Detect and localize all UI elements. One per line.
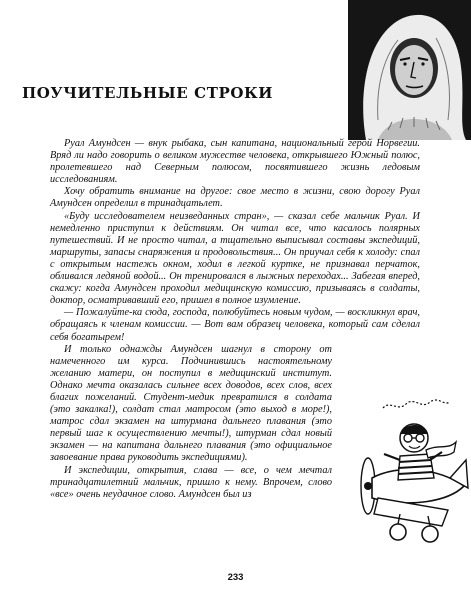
paragraph: Руал Амундсен — внук рыбака, сын капитана, национальный герой Норвегии. Вряд ли надо говорить о великом мужестве человека, открывшего Южный полюс, пролетевшего над Северным полюсом, посвятившего жизнь ледовым исследованиям. xyxy=(50,138,420,186)
portrait-illustration xyxy=(348,0,471,140)
boy-airplane-illustration xyxy=(338,394,471,544)
paragraph: Хочу обратить внимание на другое: свое место в жизни, свою дорогу Руал Амундсен определил в тринадцатьлет. xyxy=(50,186,420,210)
paragraph: — Пожалуйте-ка сюда, господа, полюбуйтесь новым чудом, — воскликнул врач, обращаясь к членам комиссии. — Вот вам образец человека, который сам сделал себя богатырем! xyxy=(50,307,420,343)
portrait-drawing xyxy=(348,0,471,140)
paragraph: «Буду исследователем неизведанных стран», — сказал себе мальчик Руал. И немедленно приступил к действиям. Он читал все, что касалось полярных путешествий. И не просто читал, а тщательно выписывал составы экспедиций, маршруты, запасы снаряжения и продовольствия... Он приучал себя к холоду: спал с открытым настежь окном, ходил в легкой куртке, не признавал перчаток, обливался ледяной водой... Он тренировался в лыжных переходах... Забегая вперед, скажу: когда Амундсен проходил медицинскую комиссию, призываясь в солдаты, доктор, осматривавший его, пришел в полное изумление. xyxy=(50,210,420,307)
page-title: ПОУЧИТЕЛЬНЫЕ СТРОКИ xyxy=(22,84,274,102)
paragraph: И экспедиции, открытия, слава — все, о чем мечтал тринадцатилетний мальчик, пришло к нему. Впрочем, слово «все» очень неудачное слово. Амундсен был из xyxy=(50,464,332,500)
paragraph: И только однажды Амундсен шагнул в сторону от намеченного им курса. Подчинившись настоятельному желанию матери, он поступил в медицинский институт. Однако мечта оказалась сильнее всех доводов, всех слов, всех благих пожеланий. Студент-медик превратился в солдата (это закалка!), солдат стал матросом (это выход в море!), матрос сдал экзамен на штурмана дальнего плавания (это первый шаг к осуществлению мечты!), штурман сдал новый экзамен — на капитана дальнего плавания (это официальное завоевание права руководить экспедициями). xyxy=(50,343,332,464)
boy-airplane-drawing xyxy=(338,394,471,544)
page-number: 233 xyxy=(227,572,244,583)
